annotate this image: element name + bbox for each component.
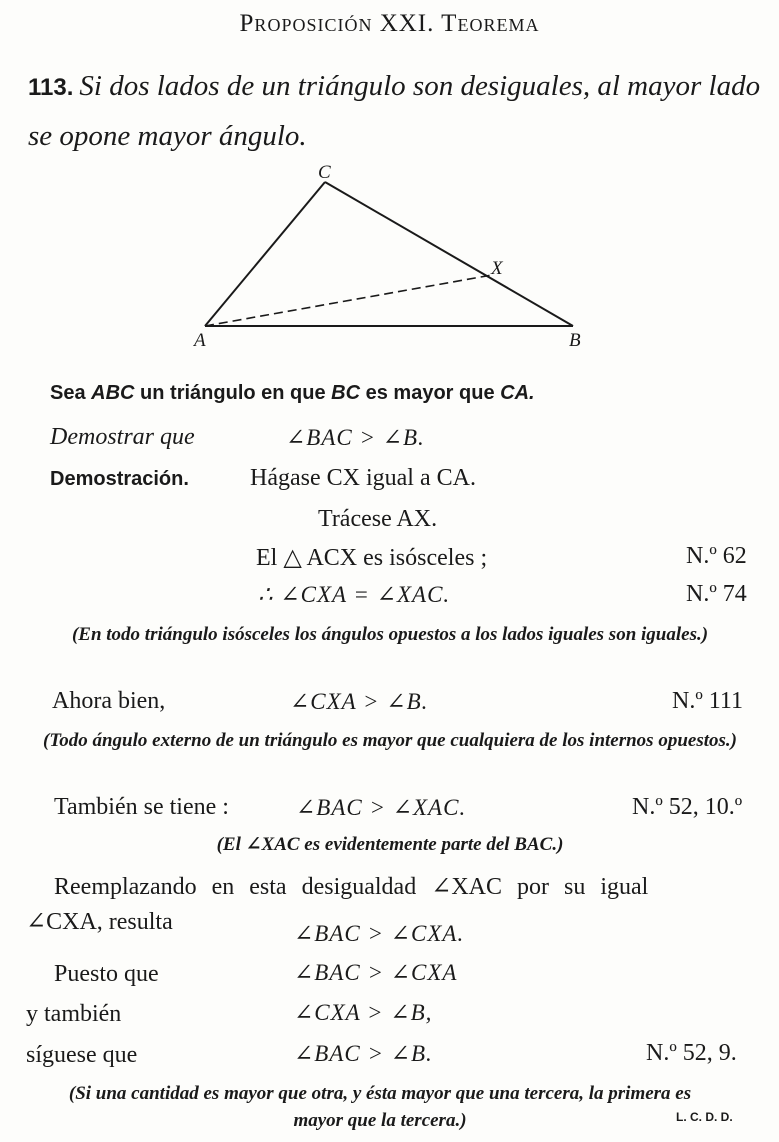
label-a: A xyxy=(194,330,206,351)
label-c: C xyxy=(318,162,331,183)
step3-ref: N.º 52, 10.º xyxy=(632,794,743,820)
proposition-number: 113. xyxy=(28,74,74,101)
step5-expr-3: ∠BAC > ∠B. xyxy=(294,1041,433,1066)
step3-expr: ∠BAC > ∠XAC. xyxy=(296,795,467,820)
triangle-figure xyxy=(0,0,779,360)
demo-line-3-ref: N.º 62 xyxy=(686,543,747,569)
page-title: Proposición XXI. Teorema xyxy=(239,10,540,37)
label-x: X xyxy=(491,258,503,279)
step4-text-a: Reemplazando en esta desigualdad ∠XAC por su igual xyxy=(54,874,649,900)
step5-label-3: síguese que xyxy=(26,1042,138,1068)
segment-ax-dashed xyxy=(205,275,492,326)
demo-line-3: El △ ACX es isósceles ; xyxy=(256,545,488,571)
demo-line-1: Hágase CX igual a CA. xyxy=(250,465,476,491)
step5-label-2: y también xyxy=(26,1001,122,1027)
qed: L. C. D. D. xyxy=(676,1110,733,1124)
prove-expr: ∠BAC > ∠B. xyxy=(286,425,425,450)
step3-label: También se tiene : xyxy=(54,794,229,820)
demo-note: (En todo triángulo isósceles los ángulos opuestos a los lados iguales son iguales.) xyxy=(71,624,709,645)
demo-line-4-ref: N.º 74 xyxy=(686,581,747,607)
demo-line-2: Trácese AX. xyxy=(318,506,438,532)
hypothesis: Sea ABC un triángulo en que BC es mayor que CA. xyxy=(50,382,535,404)
prove-label: Demostrar que xyxy=(50,424,195,450)
label-b: B xyxy=(569,330,581,351)
step2-note: (Todo ángulo externo de un triángulo es mayor que cualquiera de los internos opuestos.) xyxy=(43,730,737,751)
side-ac xyxy=(205,182,325,326)
demo-label: Demostración. xyxy=(50,468,189,490)
step4-expr: ∠BAC > ∠CXA. xyxy=(294,921,465,946)
step2-label: Ahora bien, xyxy=(52,688,166,714)
step2-ref: N.º 111 xyxy=(672,688,743,714)
step3-note: (El ∠XAC es evidentemente parte del BAC.) xyxy=(216,834,564,855)
side-cb xyxy=(325,182,573,326)
proposition-text: Si dos lados de un triángulo son desiguales, al mayor lado se opone mayor ángulo. xyxy=(28,70,761,152)
step5-label-1: Puesto que xyxy=(54,961,159,987)
closing-note: (Si una cantidad es mayor que otra, y ésta mayor que una tercera, la primera es mayor que la tercera.) xyxy=(68,1083,692,1131)
step5-expr-2: ∠CXA > ∠B, xyxy=(294,1000,433,1025)
step2-expr: ∠CXA > ∠B. xyxy=(290,689,429,714)
demo-line-4: ∴ ∠CXA = ∠XAC. xyxy=(258,582,451,607)
step4-text-b: ∠CXA, resulta xyxy=(26,909,173,935)
step5-expr-1: ∠BAC > ∠CXA xyxy=(294,960,458,985)
step5-ref: N.º 52, 9. xyxy=(646,1040,737,1066)
